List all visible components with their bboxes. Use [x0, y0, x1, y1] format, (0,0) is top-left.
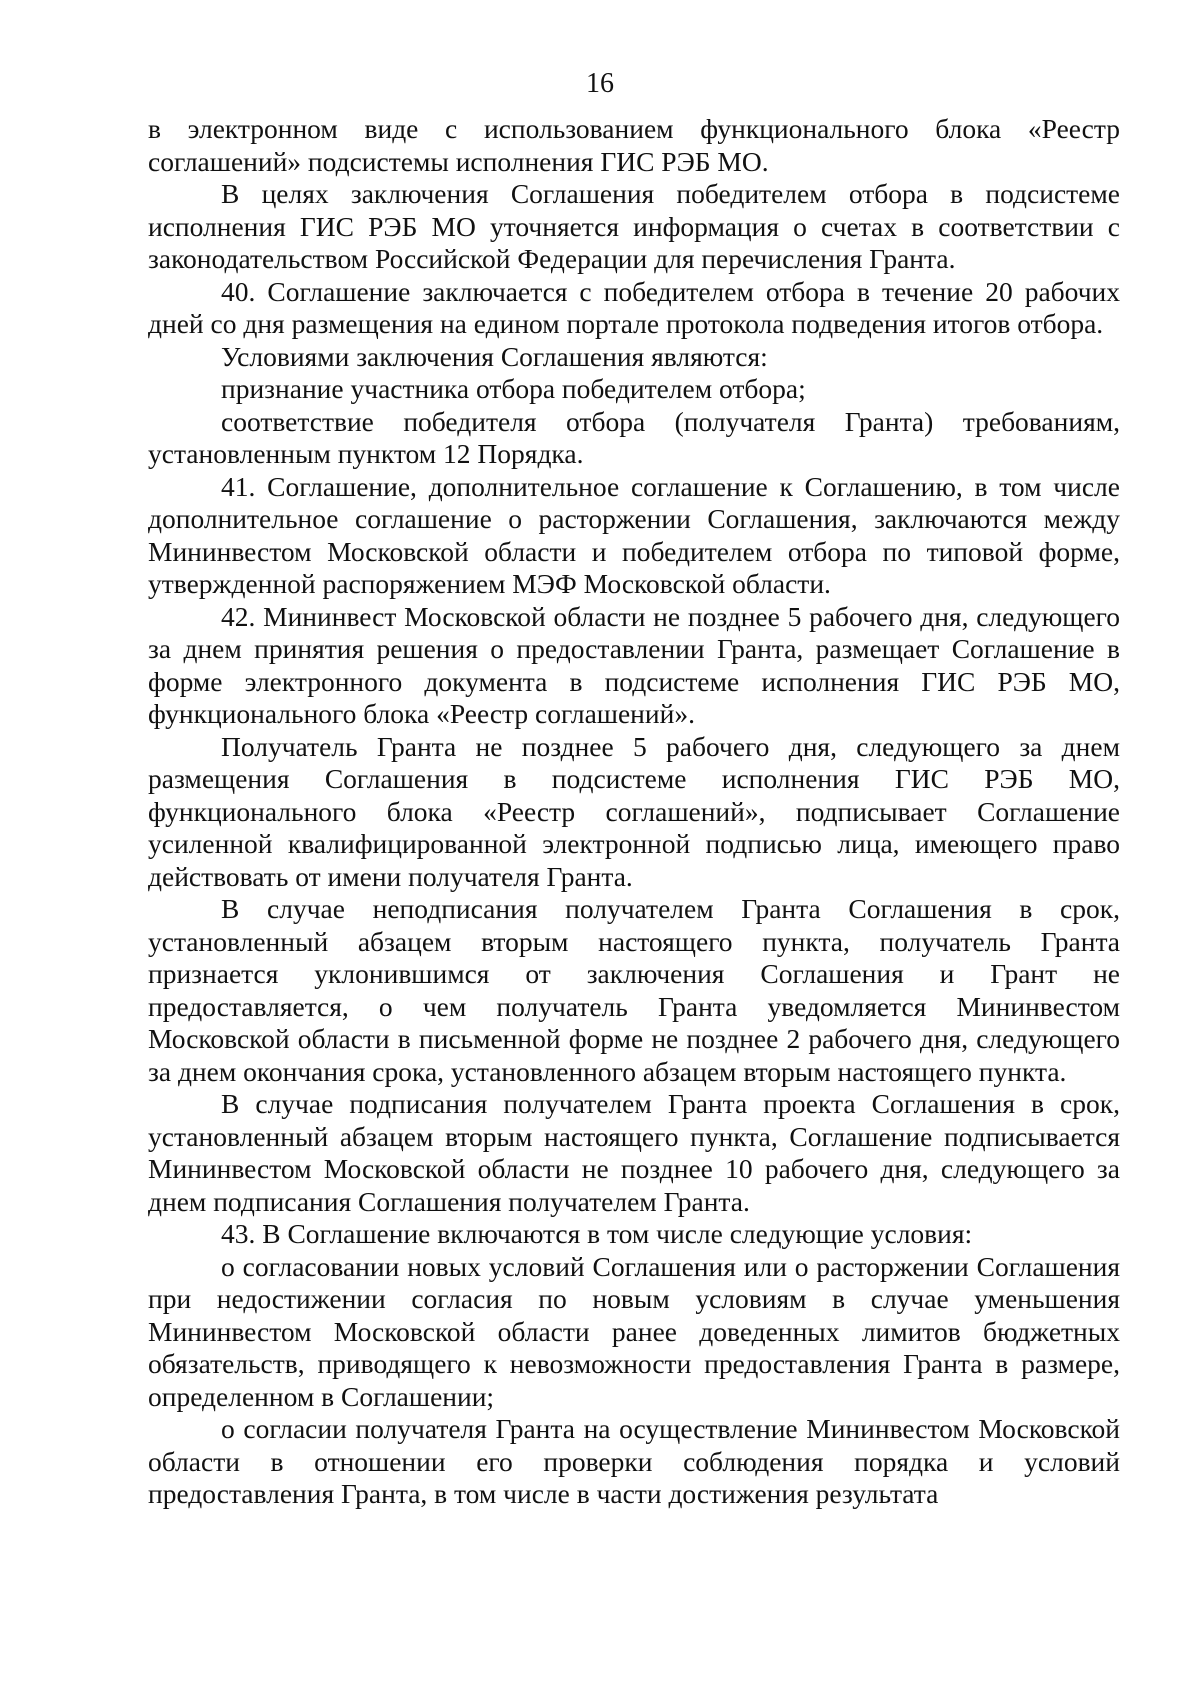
- paragraph-continuation: в электронном виде с использованием функционального блока «Реестр соглашений» подсистемы исполнения ГИС РЭБ МО.: [148, 113, 1120, 177]
- paragraph-condition-consent: о согласии получателя Гранта на осуществление Мининвестом Московской области в отношении его проверки соблюдения порядка и условий предоставления Гранта, в том числе в части достижения результата: [148, 1413, 1120, 1509]
- paragraph-item-41: 41. Соглашение, дополнительное соглашение к Соглашению, в том числе дополнительное соглашение о расторжении Соглашения, заключаются между Мининвестом Московской области и победителем отбора по типовой форме, утвержденной распоряжением МЭФ Московской области.: [148, 470, 1120, 599]
- paragraph-item-43: 43. В Соглашение включаются в том числе следующие условия:: [221, 1218, 973, 1249]
- paragraph-signed: В случае подписания получателем Гранта проекта Соглашения в срок, установленный абзацем вторым настоящего пункта, Соглашение подписывается Мининвестом Московской области не позднее 10 рабочего дня, следующего за днем подписания Соглашения получателем Гранта.: [148, 1088, 1120, 1217]
- paragraph-item-42: 42. Мининвест Московской области не позднее 5 рабочего дня, следующего за днем принятия решения о предоставлении Гранта, размещает Соглашение в форме электронного документа в подсистеме исполнения ГИС РЭБ МО, функционального блока «Реестр соглашений».: [148, 600, 1120, 729]
- paragraph-condition-requirements: соответствие победителя отбора (получателя Гранта) требованиям, установленным пунктом 12 Порядка.: [148, 405, 1120, 469]
- document-body: [148, 113, 1120, 1511]
- paragraph-recipient-signs: Получатель Гранта не позднее 5 рабочего дня, следующего за днем размещения Соглашения в подсистеме исполнения ГИС РЭБ МО, функционального блока «Реестр соглашений», подписывает Соглашение усиленной квалифицированной электронной подписью лица, имеющего право действовать от имени получателя Гранта.: [148, 730, 1120, 892]
- paragraph-not-signed: В случае неподписания получателем Гранта Соглашения в срок, установленный абзацем вторым настоящего пункта, получатель Гранта признается уклонившимся от заключения Соглашения и Грант не предоставляется, о чем получатель Гранта уведомляется Мининвестом Московской области в письменной форме не позднее 2 рабочего дня, следующего за днем окончания срока, установленного абзацем вторым настоящего пункта.: [148, 893, 1120, 1087]
- paragraph-conditions-heading: Условиями заключения Соглашения являются:: [221, 340, 768, 372]
- paragraph-item-40: 40. Соглашение заключается с победителем отбора в течение 20 рабочих дней со дня размещения на едином портале протокола подведения итогов отбора.: [148, 275, 1120, 339]
- paragraph-condition-winner: признание участника отбора победителем отбора;: [221, 373, 806, 404]
- paragraph-condition-new-terms: о согласовании новых условий Соглашения или о расторжении Соглашения при недостижении согласия по новым условиям в случае уменьшения Мининвестом Московской области ранее доведенных лимитов бюджетных обязательств, приводящего к невозможности предоставления Гранта в размере, определенном в Соглашении;: [148, 1250, 1120, 1412]
- paragraph-account-info: В целях заключения Соглашения победителем отбора в подсистеме исполнения ГИС РЭБ МО уточняется информация о счетах в соответствии с законодательством Российской Федерации для перечисления Гранта.: [148, 178, 1120, 274]
- page-number: 16: [586, 68, 614, 99]
